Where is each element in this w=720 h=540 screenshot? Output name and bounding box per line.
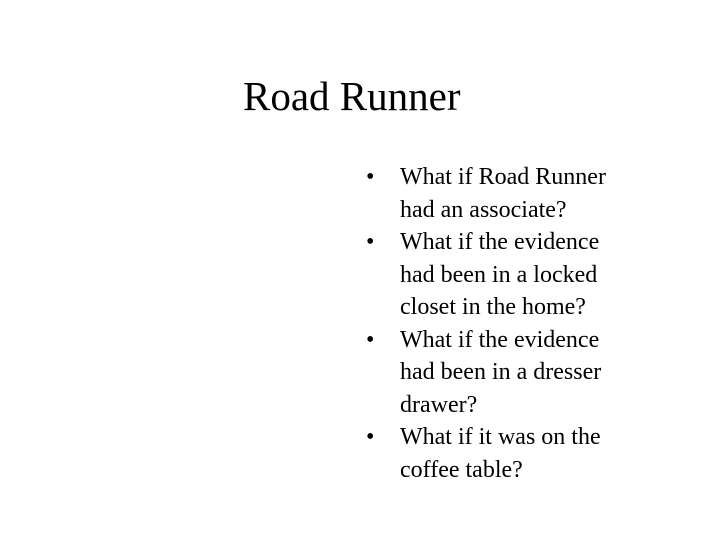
bullet-dot-icon: • xyxy=(366,424,375,450)
bullet-list xyxy=(366,161,686,486)
bullet-item xyxy=(366,421,686,486)
bullet-dot-icon: • xyxy=(366,229,375,255)
bullet-item xyxy=(366,324,686,422)
bullet-text-line: What if the evidence xyxy=(400,229,600,255)
bullet-text-line: had been in a dresser xyxy=(400,359,602,385)
bullet-text-line: coffee table? xyxy=(400,456,523,483)
bullet-text-line: drawer? xyxy=(400,391,478,418)
bullet-text-line: What if it was on the xyxy=(400,424,601,450)
slide-title: Road Runner xyxy=(243,73,461,119)
bullet-text-line: closet in the home? xyxy=(400,294,586,320)
bullet-text-line: What if the evidence xyxy=(400,326,600,353)
bullet-item xyxy=(366,161,686,226)
bullet-text-line: What if Road Runner xyxy=(400,164,606,190)
bullet-dot-icon: • xyxy=(366,164,375,190)
bullet-text-line: had an associate? xyxy=(400,196,567,223)
bullet-item xyxy=(366,226,686,324)
bullet-dot-icon: • xyxy=(366,326,375,353)
bullet-text-line: had been in a locked xyxy=(400,261,598,288)
